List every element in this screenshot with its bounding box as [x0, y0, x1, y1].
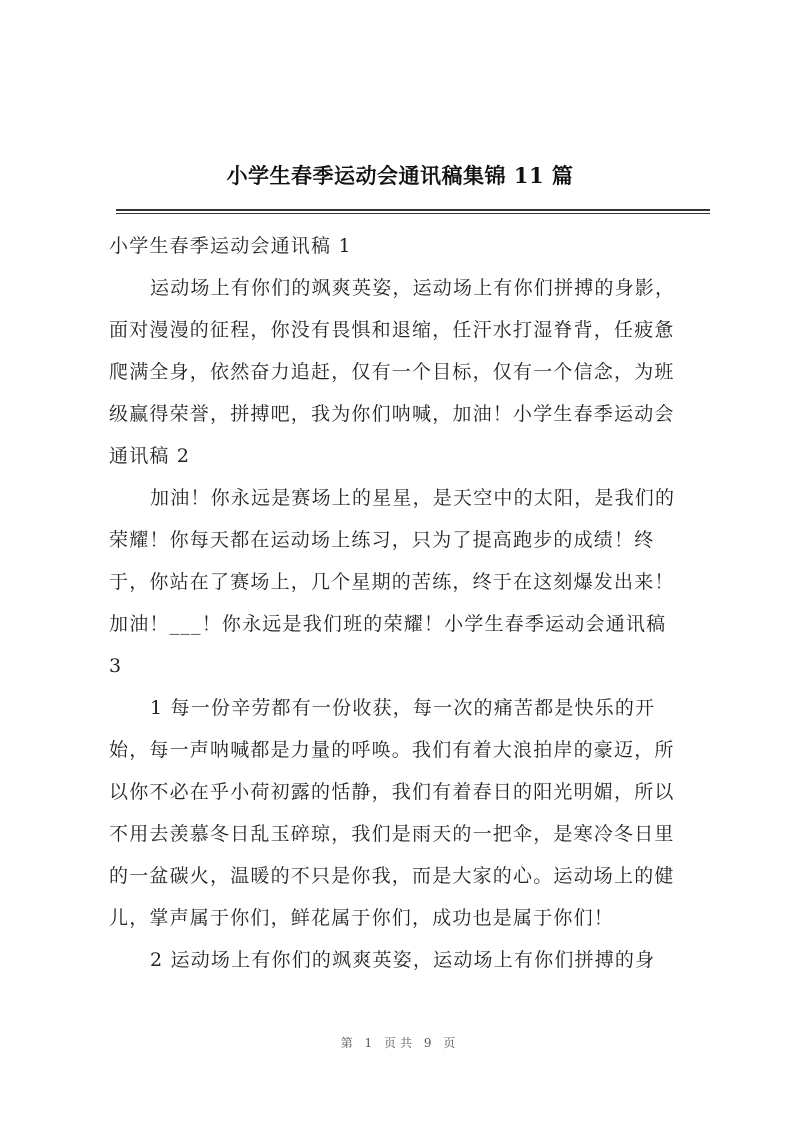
- paragraph-line: 荣耀！你每天都在运动场上练习，只为了提高跑步的成绩！终: [109, 529, 655, 551]
- paragraph-line: 的一盆碳火，温暖的不只是你我，而是大家的心。运动场上的健: [109, 865, 675, 887]
- paragraph-line: 级赢得荣誉，拼搏吧，我为你们呐喊，加油！小学生春季运动会: [109, 403, 675, 425]
- paragraph-line: 以你不必在乎小荷初露的恬静，我们有着春日的阳光明媚，所以: [109, 781, 675, 803]
- paragraph-line: 爬满全身，依然奋力追赶，仅有一个目标，仅有一个信念，为班: [109, 361, 675, 383]
- document-title: 小学生春季运动会通讯稿集锦 11 篇: [226, 163, 574, 188]
- paragraph-line: 运动场上有你们的飒爽英姿，运动场上有你们拼搏的身影，: [150, 277, 676, 299]
- section-heading-1: 小学生春季运动会通讯稿 1: [109, 235, 352, 257]
- paragraph-line: 1 每一份辛劳都有一份收获，每一次的痛苦都是快乐的开: [150, 697, 656, 719]
- paragraph-line: 于，你站在了赛场上，几个星期的苦练，终于在这刻爆发出来！: [109, 571, 675, 593]
- title-divider-thin: [116, 213, 710, 214]
- paragraph-line: 3: [109, 655, 123, 677]
- page-footer: 第 1 页共 9 页: [340, 1036, 460, 1050]
- paragraph-line: 儿，掌声属于你们，鲜花属于你们，成功也是属于你们！: [109, 907, 615, 929]
- paragraph-line: 加油！___！你永远是我们班的荣耀！小学生春季运动会通讯稿: [109, 613, 667, 635]
- title-divider: [116, 209, 710, 211]
- paragraph-line: 面对漫漫的征程，你没有畏惧和退缩，任汗水打湿脊背，任疲惫: [109, 319, 675, 341]
- paragraph-line: 加油！你永远是赛场上的星星，是天空中的太阳，是我们的: [150, 487, 676, 509]
- paragraph-line: 通讯稿 2: [109, 445, 191, 467]
- paragraph-line: 始，每一声呐喊都是力量的呼唤。我们有着大浪拍岸的豪迈，所: [109, 739, 675, 761]
- paragraph-line: 2 运动场上有你们的飒爽英姿，运动场上有你们拼搏的身: [150, 949, 656, 971]
- paragraph-line: 不用去羡慕冬日乱玉碎琼，我们是雨天的一把伞，是寒冷冬日里: [109, 823, 675, 845]
